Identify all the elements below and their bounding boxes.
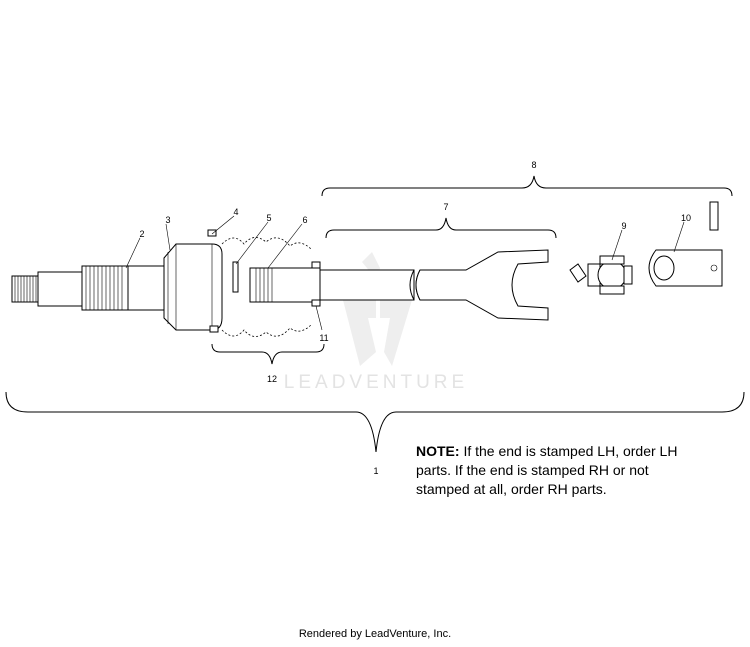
note-text: If the end is stamped LH, order LH parts. If the end is stamped RH or not stamped at all, order RH parts. [416,443,678,497]
note-label: NOTE: [416,443,460,459]
u-joint-cross [570,256,632,294]
callout-2: 2 [139,229,145,239]
callout-12: 12 [266,374,278,384]
callout-11: 11 [319,333,329,343]
cv-housing [164,244,222,330]
bracket-8 [322,176,732,196]
callout-3: 3 [165,215,171,225]
bracket-12 [212,344,324,364]
parts-note [416,442,706,499]
callout-1: 1 [373,466,379,476]
callout-10: 10 [680,213,692,223]
watermark-text: LEADVENTURE [283,372,469,393]
callout-5: 5 [266,213,272,223]
callout-7: 7 [443,202,449,212]
inner-shaft [250,262,320,306]
callout-6: 6 [302,215,308,225]
callout-8: 8 [531,160,537,170]
callout-9: 9 [621,221,627,231]
bracket-7 [326,218,556,238]
snap-ring [233,262,238,292]
stub-shaft [12,266,164,310]
watermark-logo [343,252,412,366]
callout-4: 4 [233,207,239,217]
footer-credit: Rendered by LeadVenture, Inc. [298,628,452,640]
